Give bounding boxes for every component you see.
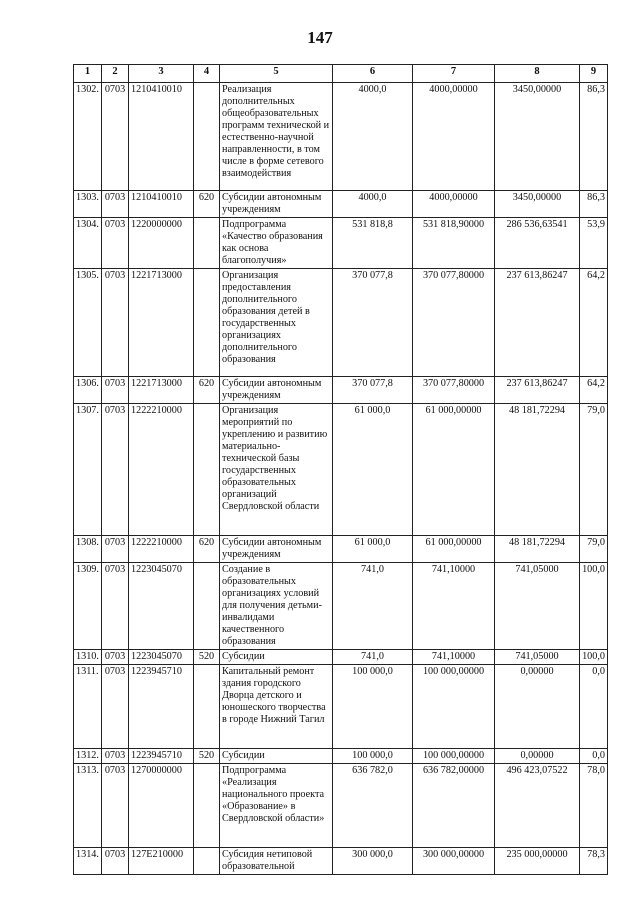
planned-amount: 4000,0 [333, 191, 413, 218]
executed-amount: 3450,00000 [495, 83, 580, 191]
page-number: 147 [307, 28, 333, 47]
target-code: 1223045070 [129, 650, 194, 665]
section-code: 0703 [102, 650, 129, 665]
execution-percent: 64,2 [580, 269, 608, 377]
planned-amount: 531 818,8 [333, 218, 413, 269]
expense-type [194, 848, 220, 875]
target-code: 1210410010 [129, 83, 194, 191]
table-row [74, 83, 608, 191]
specified-amount: 61 000,00000 [413, 536, 495, 563]
item-name: Реализация дополнительных общеобразовательных программ технической и естественно-научной направленности, в том числе в форме сетевого взаимодействия [220, 83, 333, 191]
executed-amount: 48 181,72294 [495, 536, 580, 563]
header-cell: 9 [580, 65, 608, 83]
section-code: 0703 [102, 764, 129, 848]
header-cell: 5 [220, 65, 333, 83]
section-code: 0703 [102, 665, 129, 749]
execution-percent: 100,0 [580, 650, 608, 665]
expense-type: 620 [194, 191, 220, 218]
budget-table [73, 64, 608, 875]
header-cell: 4 [194, 65, 220, 83]
section-code: 0703 [102, 404, 129, 536]
section-code: 0703 [102, 563, 129, 650]
specified-amount: 300 000,00000 [413, 848, 495, 875]
target-code: 1270000000 [129, 764, 194, 848]
section-code: 0703 [102, 377, 129, 404]
table-row [74, 269, 608, 377]
target-code: 1221713000 [129, 269, 194, 377]
expense-type [194, 764, 220, 848]
table-row [74, 377, 608, 404]
execution-percent: 53,9 [580, 218, 608, 269]
table-row [74, 218, 608, 269]
table-row [74, 536, 608, 563]
specified-amount: 741,10000 [413, 650, 495, 665]
row-number: 1308. [74, 536, 102, 563]
row-number: 1314. [74, 848, 102, 875]
table-row [74, 650, 608, 665]
expense-type [194, 269, 220, 377]
target-code: 1221713000 [129, 377, 194, 404]
expense-type: 520 [194, 749, 220, 764]
table-row [74, 191, 608, 218]
table-row [74, 563, 608, 650]
execution-percent: 86,3 [580, 83, 608, 191]
execution-percent: 64,2 [580, 377, 608, 404]
header-cell: 1 [74, 65, 102, 83]
planned-amount: 741,0 [333, 563, 413, 650]
section-code: 0703 [102, 269, 129, 377]
row-number: 1306. [74, 377, 102, 404]
specified-amount: 4000,00000 [413, 191, 495, 218]
target-code: 1222210000 [129, 536, 194, 563]
specified-amount: 741,10000 [413, 563, 495, 650]
specified-amount: 370 077,80000 [413, 269, 495, 377]
row-number: 1311. [74, 665, 102, 749]
expense-type: 620 [194, 377, 220, 404]
header-cell: 8 [495, 65, 580, 83]
executed-amount: 286 536,63541 [495, 218, 580, 269]
section-code: 0703 [102, 848, 129, 875]
table-row [74, 749, 608, 764]
planned-amount: 4000,0 [333, 83, 413, 191]
section-code: 0703 [102, 83, 129, 191]
header-row [74, 65, 608, 83]
table-row [74, 665, 608, 749]
executed-amount: 237 613,86247 [495, 269, 580, 377]
section-code: 0703 [102, 218, 129, 269]
planned-amount: 61 000,0 [333, 536, 413, 563]
target-code: 1222210000 [129, 404, 194, 536]
specified-amount: 4000,00000 [413, 83, 495, 191]
item-name: Субсидия нетиповой образовательной [220, 848, 333, 875]
executed-amount: 0,00000 [495, 749, 580, 764]
item-name: Организация предоставления дополнительного образования детей в государственных организациях дополнительного образования [220, 269, 333, 377]
specified-amount: 100 000,00000 [413, 665, 495, 749]
expense-type [194, 404, 220, 536]
expense-type: 520 [194, 650, 220, 665]
section-code: 0703 [102, 536, 129, 563]
target-code: 127Е210000 [129, 848, 194, 875]
header-cell: 2 [102, 65, 129, 83]
header-cell: 3 [129, 65, 194, 83]
specified-amount: 531 818,90000 [413, 218, 495, 269]
planned-amount: 741,0 [333, 650, 413, 665]
planned-amount: 370 077,8 [333, 269, 413, 377]
specified-amount: 636 782,00000 [413, 764, 495, 848]
executed-amount: 741,05000 [495, 650, 580, 665]
execution-percent: 78,0 [580, 764, 608, 848]
item-name: Субсидии автономным учреждениям [220, 536, 333, 563]
row-number: 1310. [74, 650, 102, 665]
execution-percent: 79,0 [580, 536, 608, 563]
expense-type [194, 218, 220, 269]
expense-type [194, 665, 220, 749]
planned-amount: 370 077,8 [333, 377, 413, 404]
table-row [74, 764, 608, 848]
target-code: 1223945710 [129, 749, 194, 764]
execution-percent: 100,0 [580, 563, 608, 650]
section-code: 0703 [102, 749, 129, 764]
item-name: Субсидии автономным учреждениям [220, 191, 333, 218]
item-name: Субсидии автономным учреждениям [220, 377, 333, 404]
row-number: 1302. [74, 83, 102, 191]
row-number: 1303. [74, 191, 102, 218]
expense-type [194, 563, 220, 650]
executed-amount: 496 423,07522 [495, 764, 580, 848]
specified-amount: 370 077,80000 [413, 377, 495, 404]
item-name: Организация мероприятий по укреплению и развитию материально-технической базы государственных образовательных организаций Свердловской области [220, 404, 333, 536]
execution-percent: 0,0 [580, 665, 608, 749]
planned-amount: 300 000,0 [333, 848, 413, 875]
header-cell: 7 [413, 65, 495, 83]
executed-amount: 48 181,72294 [495, 404, 580, 536]
target-code: 1223045070 [129, 563, 194, 650]
planned-amount: 100 000,0 [333, 665, 413, 749]
row-number: 1313. [74, 764, 102, 848]
item-name: Субсидии [220, 650, 333, 665]
executed-amount: 741,05000 [495, 563, 580, 650]
row-number: 1304. [74, 218, 102, 269]
planned-amount: 636 782,0 [333, 764, 413, 848]
executed-amount: 3450,00000 [495, 191, 580, 218]
table-row [74, 848, 608, 875]
item-name: Субсидии [220, 749, 333, 764]
expense-type: 620 [194, 536, 220, 563]
target-code: 1220000000 [129, 218, 194, 269]
specified-amount: 61 000,00000 [413, 404, 495, 536]
target-code: 1223945710 [129, 665, 194, 749]
item-name: Подпрограмма «Качество образования как основа благополучия» [220, 218, 333, 269]
row-number: 1307. [74, 404, 102, 536]
planned-amount: 61 000,0 [333, 404, 413, 536]
planned-amount: 100 000,0 [333, 749, 413, 764]
row-number: 1305. [74, 269, 102, 377]
header-cell: 6 [333, 65, 413, 83]
executed-amount: 0,00000 [495, 665, 580, 749]
execution-percent: 86,3 [580, 191, 608, 218]
item-name: Подпрограмма «Реализация национального проекта «Образование» в Свердловской области» [220, 764, 333, 848]
execution-percent: 79,0 [580, 404, 608, 536]
specified-amount: 100 000,00000 [413, 749, 495, 764]
item-name: Капитальный ремонт здания городского Дворца детского и юношеского творчества в городе Нижний Тагил [220, 665, 333, 749]
executed-amount: 235 000,00000 [495, 848, 580, 875]
row-number: 1309. [74, 563, 102, 650]
table-row [74, 404, 608, 536]
expense-type [194, 83, 220, 191]
row-number: 1312. [74, 749, 102, 764]
section-code: 0703 [102, 191, 129, 218]
execution-percent: 78,3 [580, 848, 608, 875]
execution-percent: 0,0 [580, 749, 608, 764]
item-name: Создание в образовательных организациях условий для получения детьми-инвалидами качественного образования [220, 563, 333, 650]
executed-amount: 237 613,86247 [495, 377, 580, 404]
target-code: 1210410010 [129, 191, 194, 218]
